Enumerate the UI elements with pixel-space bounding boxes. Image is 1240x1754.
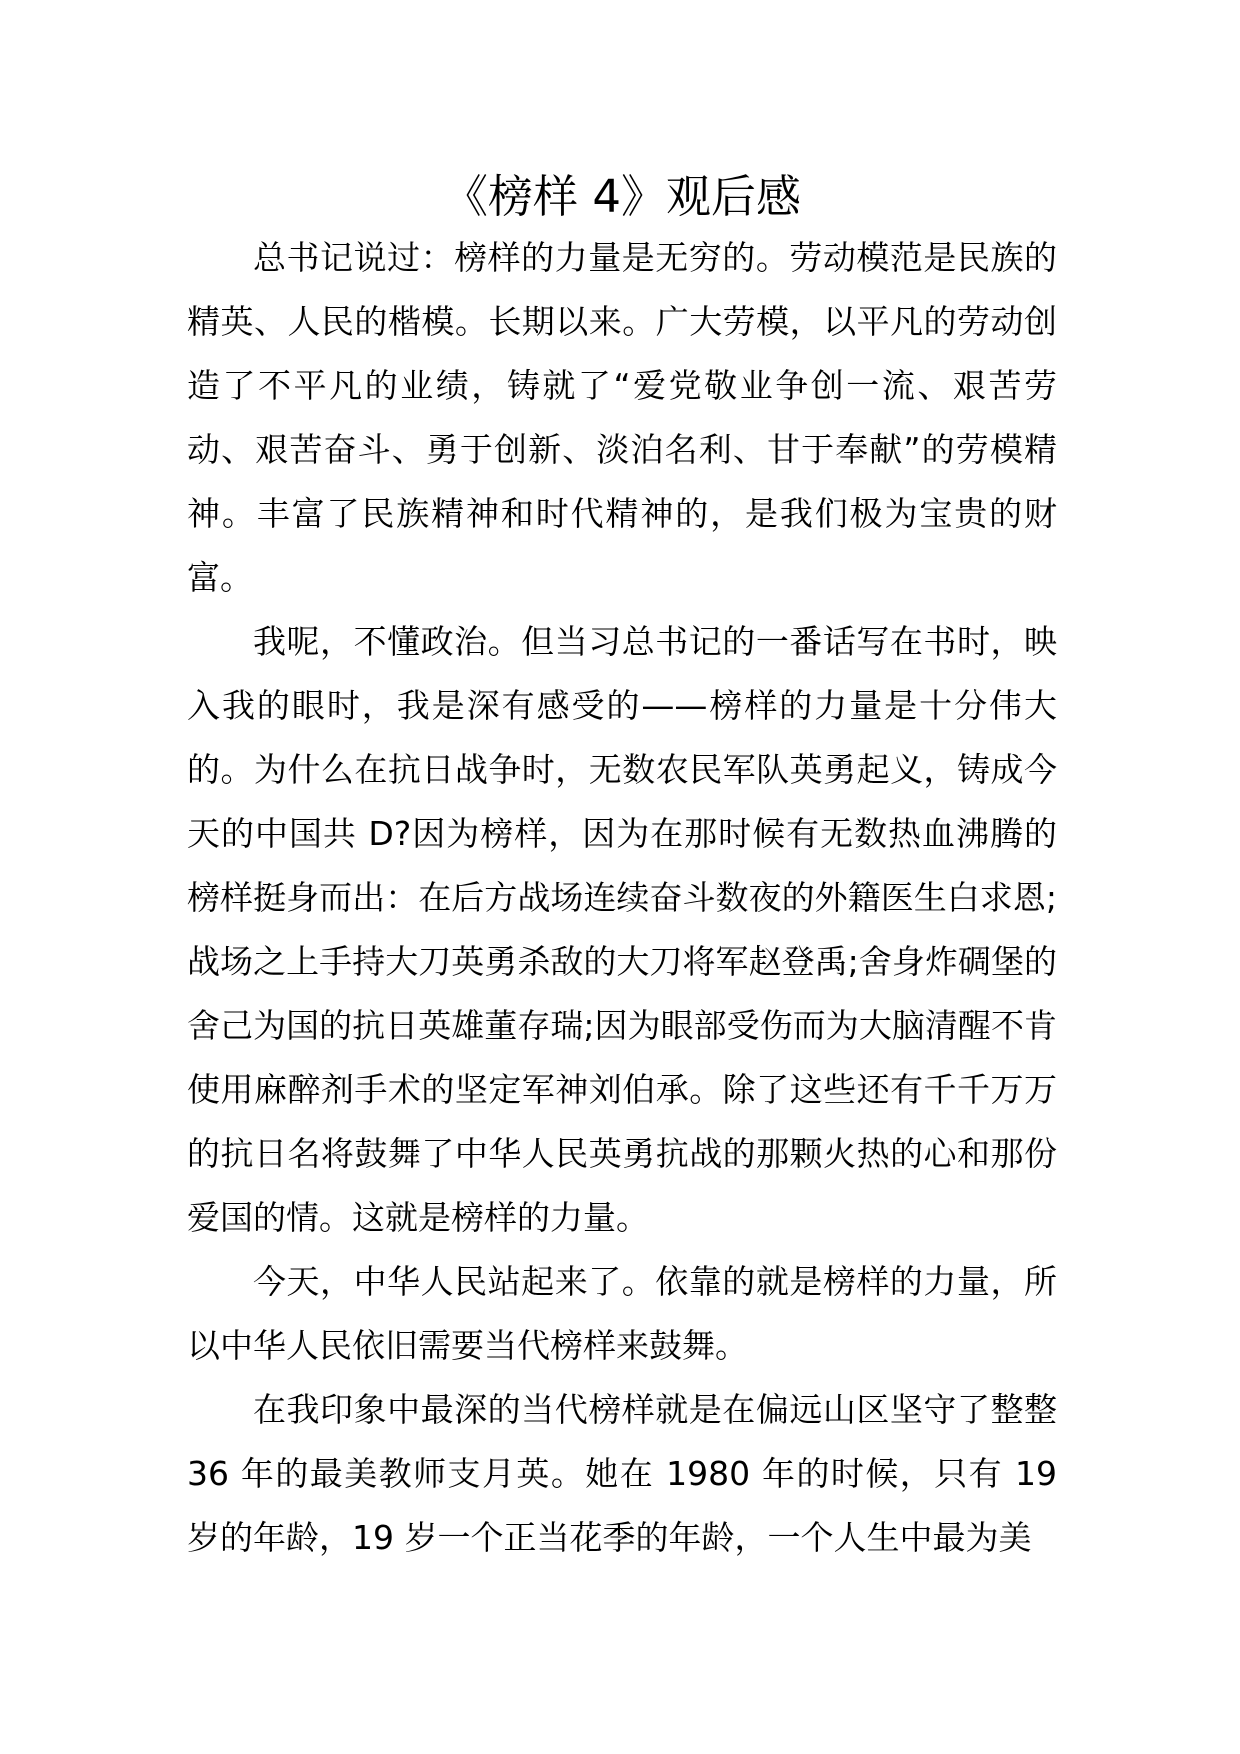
document-page — [187, 168, 1057, 1570]
paragraph-3: 今天，中华人民站起来了。依靠的就是榜样的力量，所以中华人民依旧需要当代榜样来鼓舞。 — [187, 1262, 1057, 1365]
paragraph-1: 总书记说过：榜样的力量是无穷的。劳动模范是民族的精英、人民的楷模。长期以来。广大劳模，以平凡的劳动创造了不平凡的业绩，铸就了“爱党敬业争创一流、艰苦劳动、艰苦奋斗、勇于创新、淡泊名利、甘于奉献”的劳模精神。丰富了民族精神和时代精神的，是我们极为宝贵的财富。 — [187, 238, 1057, 597]
paragraph-4: 在我印象中最深的当代榜样就是在偏远山区坚守了整整 36 年的最美教师支月英。她在 1980 年的时候，只有 19 岁的年龄，19 岁一个正当花季的年龄，一个人生中最为美 — [187, 1390, 1057, 1557]
paragraph-2: 我呢，不懂政治。但当习总书记的一番话写在书时，映入我的眼时，我是深有感受的——榜样的力量是十分伟大的。为什么在抗日战争时，无数农民军队英勇起义，铸成今天的中国共 D?因为榜样，因为在那时候有无数热血沸腾的榜样挺身而出：在后方战场连续奋斗数夜的外籍医生白求恩;战场之上手持大刀英勇杀敌的大刀将军赵登禹;舍身炸碉堡的舍己为国的抗日英雄董存瑞;因为眼部受伤而为大脑清醒不肯使用麻醉剂手术的坚定军神刘伯承。除了这些还有千千万万的抗日名将鼓舞了中华人民英勇抗战的那颗火热的心和那份爱国的情。这就是榜样的力量。 — [187, 622, 1057, 1237]
document-title: 《榜样 4》观后感 — [443, 170, 801, 223]
